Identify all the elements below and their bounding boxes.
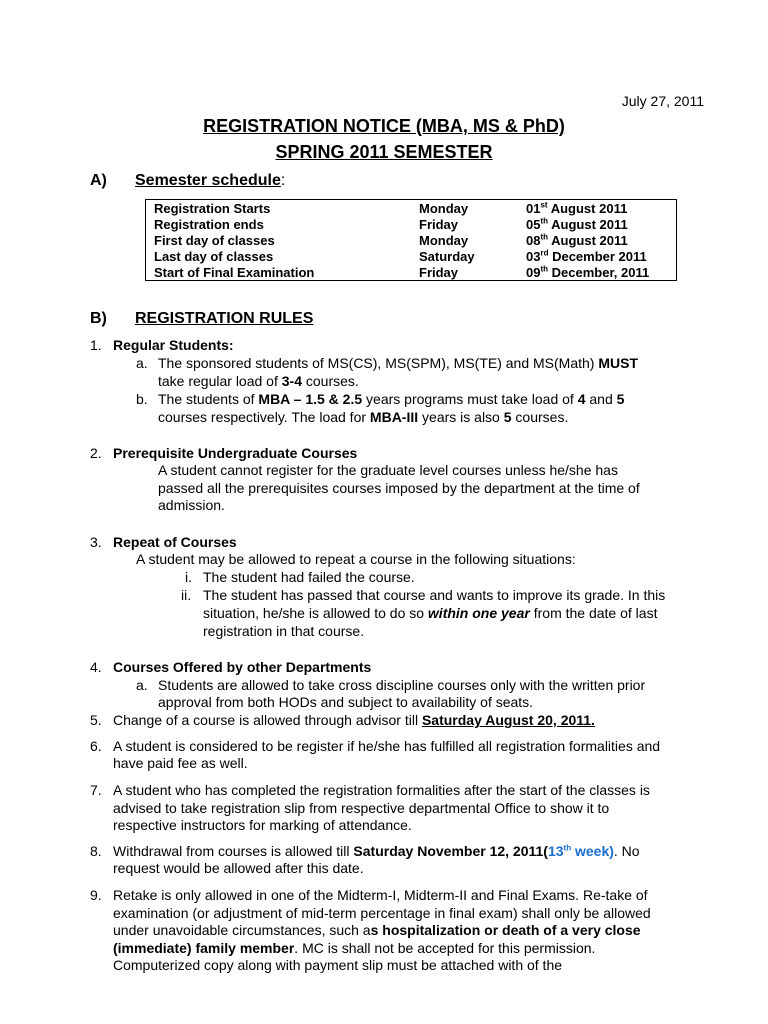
rule-text-line: advised to take registration slip from respective departmental Office to show it to [113, 800, 610, 816]
text-bold: 3-4 [281, 373, 302, 389]
rule-heading-text: Prerequisite Undergraduate Courses [113, 445, 358, 461]
section-title: Semester schedule [135, 172, 281, 189]
rule-text-line: A student may be allowed to repeat a course in the following situations: [136, 551, 576, 567]
rule-text-line [158, 409, 568, 427]
text: . No [613, 843, 640, 859]
rule-text-line: The student had failed the course. [203, 569, 415, 585]
text: courses. [301, 373, 359, 389]
rule-text-line: passed all the prerequisites courses imposed by the department at the time of [158, 480, 640, 496]
rule-number: 5. [90, 712, 102, 728]
date-rest: August 2011 [548, 217, 628, 232]
rule-heading [113, 337, 234, 355]
schedule-row [154, 201, 676, 217]
rule-number: 3. [90, 534, 102, 550]
schedule-event: Start of Final Examination [154, 265, 315, 280]
rule-number: 8. [90, 843, 102, 859]
schedule-event: Registration ends [154, 217, 264, 232]
schedule-event: Registration Starts [154, 201, 271, 216]
text: situation, he/she is allowed to do so [203, 605, 428, 621]
rule-text-line: examination (or adjustment of mid-term percentage in final exam) shall only be allowed [113, 905, 651, 921]
schedule-day: Monday [419, 201, 469, 216]
schedule-date [526, 265, 676, 281]
week-highlight [548, 843, 614, 859]
rule-text-line: approval from both HODs and subject to availability of seats. [158, 694, 534, 710]
text-bold: s hospitalization or death of a very close [370, 922, 641, 938]
rule-text-line: admission. [158, 497, 225, 513]
schedule-event: First day of classes [154, 233, 275, 248]
text: years programs must take load of [362, 391, 578, 407]
text-bold: MBA-III [369, 409, 419, 425]
rule-heading [113, 445, 357, 463]
section-b-heading [90, 310, 313, 328]
section-colon: : [280, 172, 286, 189]
text-bold: 5 [503, 409, 512, 425]
schedule-row [154, 233, 676, 249]
schedule-day: Friday [419, 265, 459, 280]
text-blue: week) [571, 843, 614, 859]
rule-text-line: A student is considered to be register if he/she has fulfilled all registration formalities and [113, 738, 661, 754]
text: The students of [158, 391, 259, 407]
rule-text-line [158, 391, 624, 409]
date-sup: st [540, 200, 548, 210]
date-num: 01 [526, 201, 541, 216]
date-rest: August 2011 [547, 201, 628, 216]
text-bold-underlined: Saturday August 20, 2011. [421, 712, 595, 728]
notice-title: REGISTRATION NOTICE (MBA, MS & PhD) [203, 116, 565, 136]
rule-text-line [158, 373, 359, 391]
rule-number: 9. [90, 887, 102, 903]
rule-text-line: have paid fee as well. [113, 755, 248, 771]
schedule-table [145, 199, 677, 281]
text-bold: 5 [616, 391, 625, 407]
section-a-heading [90, 172, 285, 190]
date-sup: th [540, 216, 549, 226]
rule-heading-text: Courses Offered by other Departments [113, 659, 372, 675]
rule-heading [113, 659, 371, 677]
text: under unavoidable circumstances, such a [113, 922, 371, 938]
section-title: REGISTRATION RULES [135, 310, 314, 327]
schedule-date [526, 217, 676, 233]
rule-number: 7. [90, 782, 102, 798]
text-blue-sup: th [563, 843, 572, 853]
rule-text-line: registration in that course. [203, 623, 365, 639]
rule-number: 6. [90, 738, 102, 754]
text-bold: (immediate) family member [113, 940, 295, 956]
text-bold-italic: within one year [427, 605, 530, 621]
item-marker: a. [136, 355, 148, 371]
notice-subtitle: SPRING 2011 SEMESTER [275, 142, 493, 162]
text-bold: MBA – 1.5 & 2.5 [258, 391, 363, 407]
rule-text-line [113, 712, 595, 730]
text-blue: 13 [547, 843, 564, 859]
schedule-date [526, 233, 676, 249]
schedule-date [526, 201, 676, 217]
rule-heading-text: Regular Students: [113, 337, 234, 353]
text-bold: 4 [577, 391, 586, 407]
rule-text-line: respective instructors for marking of attendance. [113, 817, 412, 833]
section-letter: B) [90, 310, 107, 327]
text: and [585, 391, 617, 407]
rule-number: 4. [90, 659, 102, 675]
rule-heading [113, 534, 237, 552]
date-num: 09 [526, 265, 541, 280]
rule-text-line: Computerized copy along with payment slip must be attached with of the [113, 957, 563, 973]
text: take regular load of [158, 373, 282, 389]
text: . MC is shall not be accepted for this permission. [294, 940, 596, 956]
schedule-date [526, 249, 676, 265]
notice-date: July 27, 2011 [621, 93, 704, 109]
rule-number: 2. [90, 445, 102, 461]
text: courses respectively. The load for [158, 409, 370, 425]
date-num: 08 [526, 233, 541, 248]
text: The sponsored students of MS(CS), MS(SPM), MS(TE) and MS(Math) [158, 355, 599, 371]
rule-heading-text: Repeat of Courses [113, 534, 237, 550]
rule-text-line [203, 605, 657, 623]
schedule-event: Last day of classes [154, 249, 274, 264]
date-rest: December, 2011 [548, 265, 650, 280]
text-bold: MUST [598, 355, 639, 371]
text-bold: Saturday November 12, 2011( [353, 843, 548, 859]
text: courses. [511, 409, 569, 425]
item-marker: ii. [181, 587, 192, 603]
schedule-day: Friday [419, 217, 459, 232]
text: Withdrawal from courses is allowed till [113, 843, 354, 859]
date-sup: th [540, 232, 549, 242]
rule-text-line: Retake is only allowed in one of the Midterm-I, Midterm-II and Final Exams. Re-take of [113, 887, 648, 903]
rule-text-line [113, 843, 640, 861]
section-letter: A) [90, 172, 107, 189]
rule-number: 1. [90, 337, 102, 353]
schedule-day: Saturday [419, 249, 475, 264]
rule-text-line [158, 355, 638, 373]
schedule-row [154, 249, 676, 265]
rule-text-line [113, 940, 704, 958]
rule-text-line: The student has passed that course and wants to improve its grade. In this [203, 587, 666, 603]
item-marker: a. [136, 677, 148, 693]
date-sup: rd [540, 248, 549, 258]
schedule-row [154, 217, 676, 233]
date-rest: December 2011 [548, 249, 647, 264]
schedule-day: Monday [419, 233, 469, 248]
schedule-row [154, 265, 676, 281]
date-sup: th [540, 264, 549, 274]
rule-text-line: request would be allowed after this date. [113, 860, 364, 876]
item-marker: b. [136, 391, 148, 407]
date-rest: August 2011 [548, 233, 628, 248]
date-num: 05 [526, 217, 541, 232]
text: years is also [418, 409, 504, 425]
text: Change of a course is allowed through advisor till [113, 712, 422, 728]
text: from the date of last [529, 605, 658, 621]
item-marker: i. [185, 569, 192, 585]
rule-text-line: Students are allowed to take cross discipline courses only with the written prior [158, 677, 646, 693]
rule-text-line: A student cannot register for the graduate level courses unless he/she has [158, 462, 618, 478]
rule-text-line [113, 922, 704, 940]
rule-text-line: A student who has completed the registration formalities after the start of the classes is [113, 782, 650, 798]
date-num: 03 [526, 249, 541, 264]
